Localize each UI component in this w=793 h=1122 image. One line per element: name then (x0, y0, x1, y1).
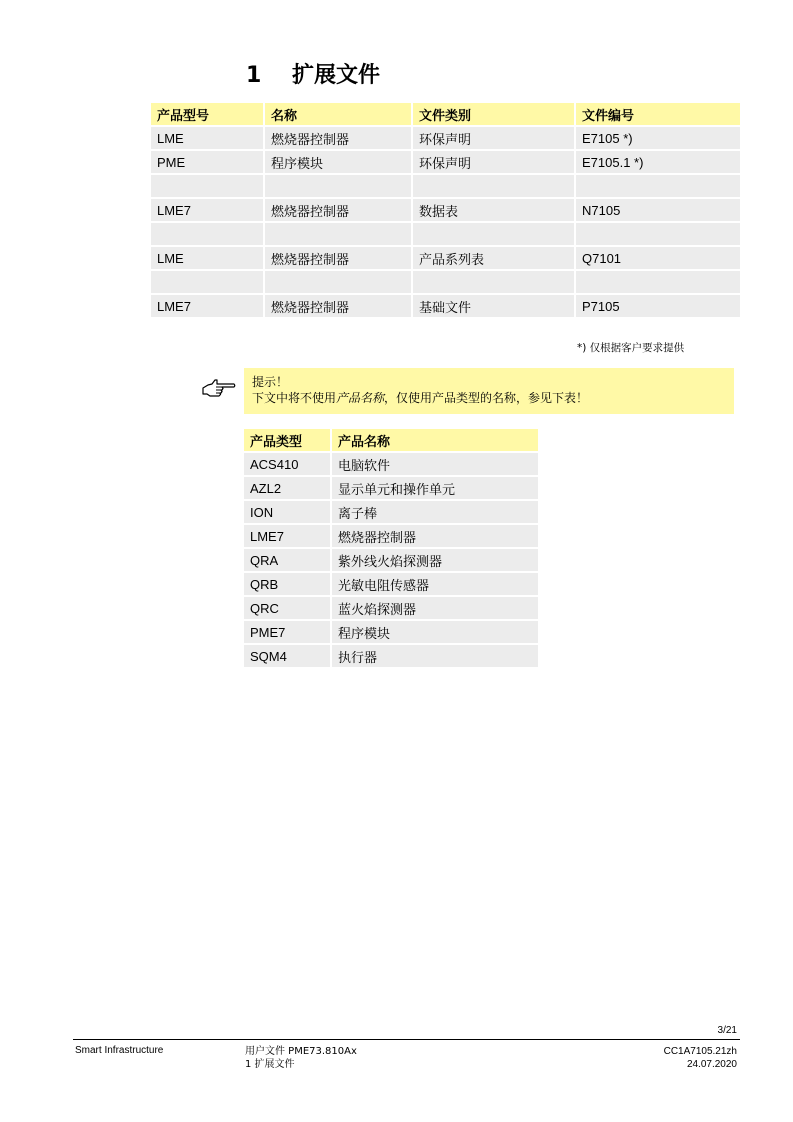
page-number: 3/21 (717, 1025, 737, 1036)
table-cell: PME (151, 151, 263, 173)
table-cell: P7105 (576, 295, 740, 317)
section-title: 扩展文件 (292, 63, 381, 88)
table-cell: 数据表 (413, 199, 574, 221)
note-text-before: 下文中将不使用 (252, 391, 337, 405)
note-text-after: ，仅使用产品类型的名称，参见下表！ (384, 391, 589, 405)
table-row (244, 549, 538, 571)
footer-date: 24.07.2020 (686, 1059, 737, 1070)
table-cell (413, 175, 574, 197)
table-cell (151, 175, 263, 197)
table-row (244, 501, 538, 523)
table-cell: 执行器 (332, 645, 538, 667)
column-header: 产品型号 (151, 103, 263, 125)
table-row (244, 645, 538, 667)
table-cell: 环保声明 (413, 151, 574, 173)
note-text (252, 390, 726, 406)
footer-doc-title: 用户文件 PME73.810Ax (245, 1046, 357, 1057)
column-header: 文件编号 (576, 103, 740, 125)
table-footnote: *) 仅根据客户要求提供 (577, 342, 685, 354)
table-row (244, 453, 538, 475)
footer-section: 1 扩展文件 (245, 1059, 295, 1070)
column-header: 名称 (265, 103, 411, 125)
table-cell: 程序模块 (332, 621, 538, 643)
table-cell: 程序模块 (265, 151, 411, 173)
footer-doc-code: CC1A7105.21zh (663, 1046, 737, 1057)
table-cell: 燃烧器控制器 (265, 199, 411, 221)
table-cell: 光敏电阻传感器 (332, 573, 538, 595)
table-row (151, 271, 740, 293)
table-row (151, 127, 740, 149)
note-box (244, 368, 734, 414)
page-title (246, 58, 380, 89)
footer-company: Smart Infrastructure (75, 1045, 164, 1056)
footer-document-info (245, 1045, 357, 1071)
table-cell: 燃烧器控制器 (265, 127, 411, 149)
table-cell: 燃烧器控制器 (265, 247, 411, 269)
table-row (151, 295, 740, 317)
table-cell: 产品系列表 (413, 247, 574, 269)
table-cell: QRB (244, 573, 330, 595)
note-title: 提示！ (252, 375, 289, 389)
table-cell (151, 223, 263, 245)
table-cell: ION (244, 501, 330, 523)
table-cell (265, 271, 411, 293)
footer-doc-meta (664, 1045, 737, 1071)
table-row (244, 621, 538, 643)
table-cell (413, 223, 574, 245)
table-row (244, 597, 538, 619)
table-row (244, 525, 538, 547)
table-row (244, 477, 538, 499)
table-cell (265, 175, 411, 197)
table-cell: LME (151, 247, 263, 269)
table-cell: E7105.1 *) (576, 151, 740, 173)
table-cell: 离子棒 (332, 501, 538, 523)
table-cell: E7105 *) (576, 127, 740, 149)
table-cell: LME7 (151, 199, 263, 221)
table-cell: AZL2 (244, 477, 330, 499)
table-cell: QRA (244, 549, 330, 571)
product-types-table (242, 427, 540, 669)
table-cell (576, 175, 740, 197)
table-cell: 燃烧器控制器 (265, 295, 411, 317)
table-header-row (151, 103, 740, 125)
table-row (244, 573, 538, 595)
table-cell (413, 271, 574, 293)
pointing-hand-icon (202, 376, 236, 398)
table-cell: LME (151, 127, 263, 149)
table-cell: ACS410 (244, 453, 330, 475)
table-cell: 基础文件 (413, 295, 574, 317)
column-header: 产品名称 (332, 429, 538, 451)
table-cell: Q7101 (576, 247, 740, 269)
table-row (151, 199, 740, 221)
table-row (151, 175, 740, 197)
table-cell (576, 271, 740, 293)
section-number: 1 (246, 63, 262, 88)
table-cell: 显示单元和操作单元 (332, 477, 538, 499)
table-cell: 燃烧器控制器 (332, 525, 538, 547)
table-cell (151, 271, 263, 293)
table-row (151, 247, 740, 269)
table-cell: 紫外线火焰探测器 (332, 549, 538, 571)
column-header: 产品类型 (244, 429, 330, 451)
table-cell: 电脑软件 (332, 453, 538, 475)
documents-table (149, 101, 742, 319)
table-row (151, 151, 740, 173)
table-cell: SQM4 (244, 645, 330, 667)
table-cell: N7105 (576, 199, 740, 221)
table-cell (576, 223, 740, 245)
table-cell: QRC (244, 597, 330, 619)
table-row (151, 223, 740, 245)
column-header: 文件类别 (413, 103, 574, 125)
table-cell: PME7 (244, 621, 330, 643)
table-header-row (244, 429, 538, 451)
table-cell: 环保声明 (413, 127, 574, 149)
table-cell: LME7 (244, 525, 330, 547)
table-cell (265, 223, 411, 245)
note-text-italic: 产品名称 (336, 391, 385, 405)
table-cell: 蓝火焰探测器 (332, 597, 538, 619)
table-cell: LME7 (151, 295, 263, 317)
footer-divider (73, 1039, 740, 1040)
